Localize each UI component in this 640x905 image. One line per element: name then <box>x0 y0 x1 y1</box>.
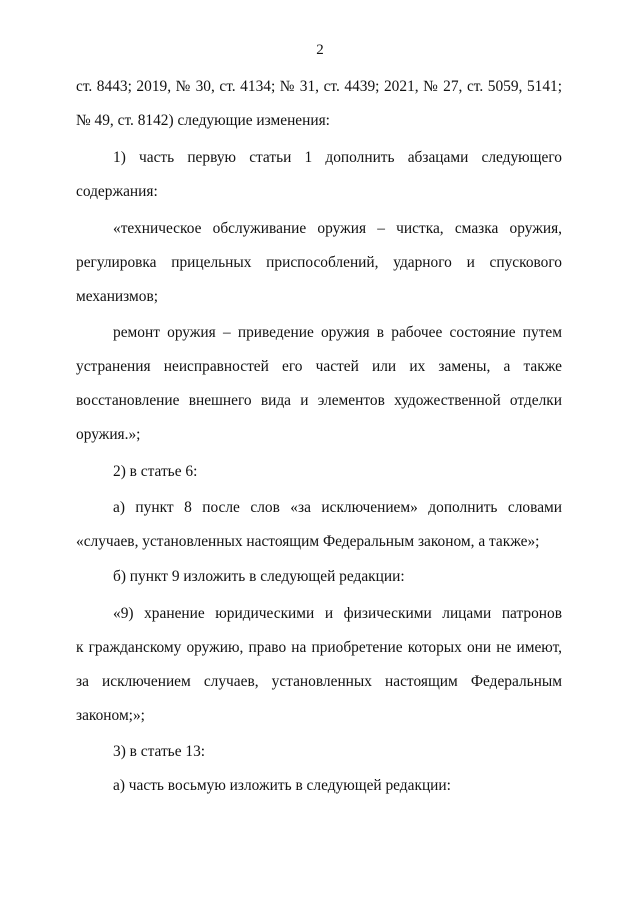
text-line: устранения неисправностей его частей или их замены, а также <box>76 358 562 375</box>
text-line: а) часть восьмую изложить в следующей редакции: <box>113 777 451 794</box>
text-line: 2) в статье 6: <box>113 463 198 480</box>
text-line: к гражданскому оружию, право на приобретение которых они не имеют, <box>76 639 562 656</box>
text-line: а) пункт 8 после слов «за исключением» дополнить словами <box>113 499 562 516</box>
text-line: № 49, ст. 8142) следующие изменения: <box>76 112 330 129</box>
text-line: законом;»; <box>76 707 145 724</box>
text-line: 1) часть первую статьи 1 дополнить абзацами следующего <box>113 149 562 166</box>
text-line: «техническое обслуживание оружия – чистка, смазка оружия, <box>113 220 562 237</box>
text-line: ремонт оружия – приведение оружия в рабочее состояние путем <box>113 324 562 341</box>
text-line: б) пункт 9 изложить в следующей редакции: <box>113 568 405 585</box>
text-line: «случаев, установленных настоящим Федеральным законом, а также»; <box>76 533 540 550</box>
text-line: механизмов; <box>76 288 159 305</box>
text-line: ст. 8443; 2019, № 30, ст. 4134; № 31, ст. 4439; 2021, № 27, ст. 5059, 5141; <box>76 78 562 95</box>
text-line: 3) в статье 13: <box>113 743 206 760</box>
page-number: 2 <box>316 42 324 58</box>
text-line: за исключением случаев, установленных настоящим Федеральным <box>76 673 562 690</box>
text-line: восстановление внешнего вида и элементов художественной отделки <box>76 392 562 409</box>
text-line: оружия.»; <box>76 426 141 443</box>
text-line: «9) хранение юридическими и физическими лицами патронов <box>113 605 562 622</box>
text-line: регулировка прицельных приспособлений, ударного и спускового <box>76 254 562 271</box>
text-line: содержания: <box>76 183 158 200</box>
